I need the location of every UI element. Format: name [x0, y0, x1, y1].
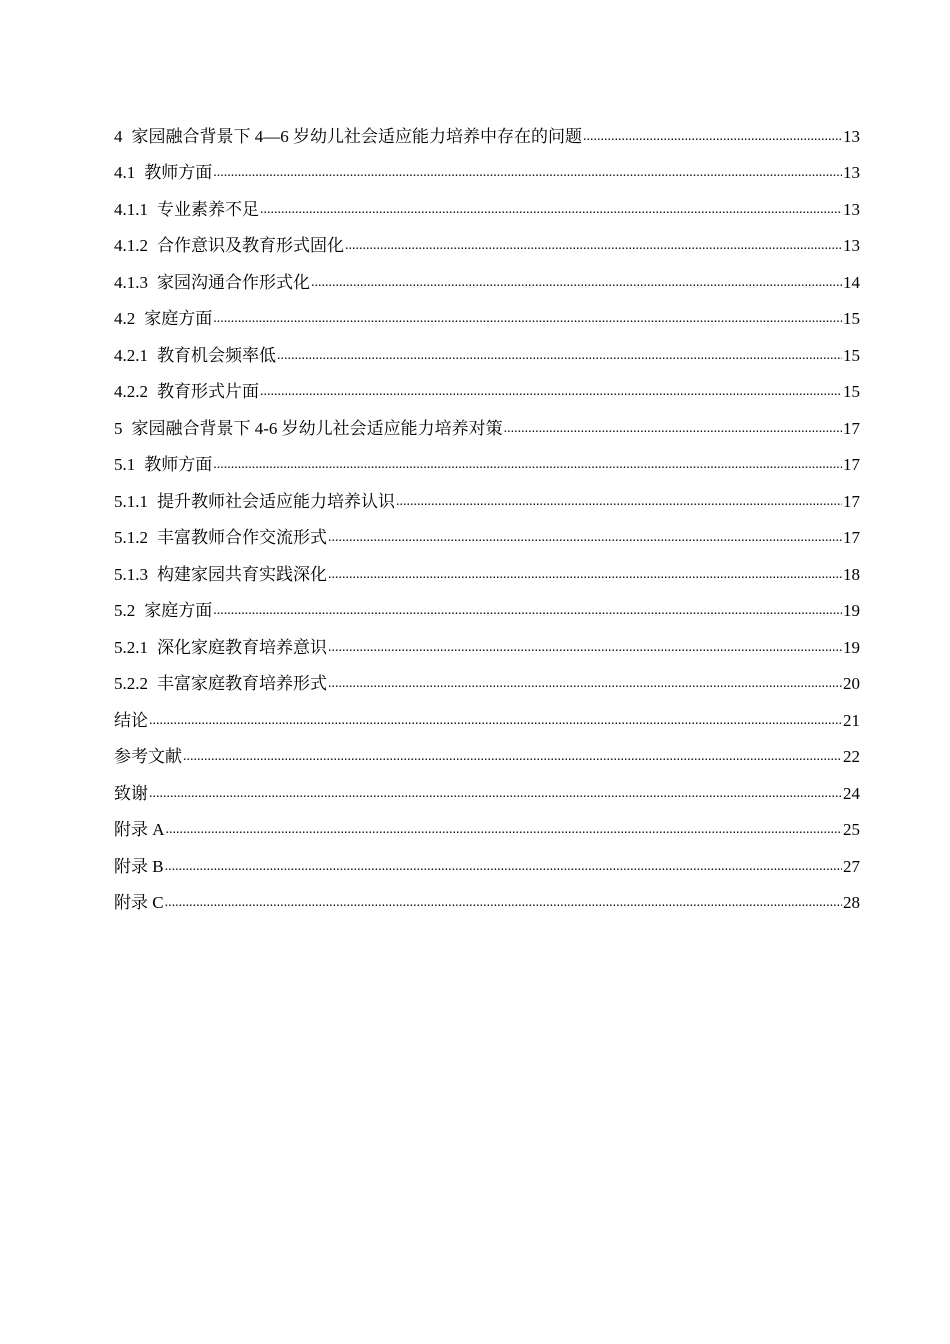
toc-dot-leader	[311, 273, 842, 293]
toc-entry[interactable]	[114, 731, 860, 768]
toc-entry-number: 5.1.2	[114, 528, 148, 547]
toc-entry[interactable]	[114, 220, 860, 257]
toc-entry-number: 5.1.3	[114, 564, 148, 584]
toc-dot-leader	[396, 492, 842, 512]
toc-entry[interactable]	[114, 183, 860, 220]
toc-entry-title: 家园沟通合作形式化	[157, 272, 310, 292]
toc-dot-leader	[328, 674, 842, 694]
toc-entry-page: 13	[843, 236, 860, 255]
toc-entry[interactable]	[114, 585, 860, 622]
toc-entry-title: 附录 C	[114, 893, 164, 912]
toc-entry-title: 家园融合背景下 4—6 岁幼儿社会适应能力培养中存在的问题	[131, 126, 582, 146]
toc-entry-number: 4.1.3	[114, 272, 148, 292]
toc-entry[interactable]	[114, 548, 860, 585]
toc-dot-leader	[165, 893, 842, 913]
toc-entry[interactable]	[114, 512, 860, 549]
toc-entry-label	[114, 346, 276, 366]
table-of-contents	[114, 110, 860, 913]
toc-entry-label	[114, 127, 582, 147]
toc-entry-title: 家园融合背景下 4-6 岁幼儿社会适应能力培养对策	[131, 418, 503, 438]
toc-entry-label	[114, 784, 148, 804]
toc-dot-leader	[213, 163, 842, 183]
toc-entry-label	[114, 601, 212, 621]
toc-dot-leader	[345, 236, 842, 256]
toc-entry-number: 5.1.1	[114, 491, 148, 511]
toc-dot-leader	[583, 127, 842, 147]
toc-entry-label	[114, 273, 310, 293]
toc-entry-label	[114, 200, 259, 220]
toc-dot-leader	[183, 747, 842, 767]
toc-entry-page: 24	[843, 783, 860, 803]
toc-entry-page: 17	[843, 491, 860, 511]
toc-entry-label	[114, 711, 148, 731]
toc-entry-title: 参考文献	[114, 747, 182, 766]
toc-entry[interactable]	[114, 256, 860, 293]
toc-entry[interactable]	[114, 694, 860, 731]
toc-entry-number: 5	[114, 418, 123, 438]
toc-entry[interactable]	[114, 293, 860, 330]
toc-entry-page: 19	[843, 601, 860, 620]
toc-entry-page: 17	[843, 418, 860, 438]
toc-dot-leader	[213, 601, 842, 621]
toc-entry-label	[114, 747, 182, 767]
toc-entry-label	[114, 163, 212, 183]
toc-dot-leader	[213, 309, 842, 329]
toc-dot-leader	[504, 419, 842, 439]
toc-dot-leader	[260, 200, 842, 220]
toc-dot-leader	[149, 784, 842, 804]
toc-entry-label	[114, 565, 327, 585]
toc-entry-number: 5.2	[114, 601, 136, 620]
toc-entry-number: 4	[114, 126, 123, 146]
toc-entry-page: 25	[843, 820, 860, 839]
toc-entry-number: 4.2.2	[114, 382, 148, 401]
toc-entry-number: 4.1.1	[114, 199, 148, 219]
toc-entry-title: 合作意识及教育形式固化	[157, 236, 344, 255]
toc-entry-label	[114, 236, 344, 256]
toc-entry-label	[114, 455, 212, 475]
toc-entry[interactable]	[114, 877, 860, 914]
toc-entry[interactable]	[114, 767, 860, 804]
toc-entry[interactable]	[114, 110, 860, 147]
toc-entry-label	[114, 419, 503, 439]
toc-entry-number: 5.2.2	[114, 674, 148, 693]
toc-entry[interactable]	[114, 475, 860, 512]
toc-entry[interactable]	[114, 621, 860, 658]
toc-entry-label	[114, 528, 327, 548]
toc-entry-label	[114, 820, 165, 840]
toc-entry-label	[114, 674, 327, 694]
toc-entry-title: 结论	[114, 710, 148, 730]
toc-entry-page: 27	[843, 856, 860, 876]
toc-entry-title: 教育机会频率低	[157, 345, 276, 365]
toc-entry-label	[114, 492, 395, 512]
toc-entry-page: 15	[843, 309, 860, 328]
toc-entry-page: 17	[843, 455, 860, 474]
toc-entry-page: 13	[843, 163, 860, 182]
toc-entry-page: 13	[843, 126, 860, 146]
toc-entry[interactable]	[114, 840, 860, 877]
toc-entry-page: 19	[843, 637, 860, 657]
toc-entry-page: 18	[843, 564, 860, 584]
toc-entry[interactable]	[114, 147, 860, 184]
toc-entry-title: 致谢	[114, 783, 148, 803]
toc-entry-page: 14	[843, 272, 860, 292]
toc-entry-title: 附录 B	[114, 856, 164, 876]
toc-dot-leader	[328, 565, 842, 585]
toc-entry-number: 4.1	[114, 163, 136, 182]
toc-entry-number: 5.2.1	[114, 637, 148, 657]
toc-entry-title: 提升教师社会适应能力培养认识	[157, 491, 395, 511]
toc-entry-number: 4.1.2	[114, 236, 148, 255]
toc-entry-title: 教师方面	[144, 163, 213, 182]
toc-dot-leader	[213, 455, 842, 475]
toc-entry-page: 13	[843, 199, 860, 219]
toc-entry-title: 附录 A	[114, 820, 165, 839]
toc-entry-page: 15	[843, 345, 860, 365]
toc-entry-title: 专业素养不足	[157, 199, 259, 219]
toc-entry-label	[114, 893, 164, 913]
toc-entry-label	[114, 638, 327, 658]
toc-entry[interactable]	[114, 439, 860, 476]
toc-dot-leader	[260, 382, 842, 402]
toc-entry-title: 构建家园共育实践深化	[157, 564, 327, 584]
toc-entry[interactable]	[114, 329, 860, 366]
toc-entry-number: 4.2	[114, 309, 136, 328]
toc-entry-page: 22	[843, 747, 860, 766]
toc-entry-page: 20	[843, 674, 860, 693]
toc-entry[interactable]	[114, 366, 860, 403]
toc-entry-page: 17	[843, 528, 860, 547]
toc-dot-leader	[165, 857, 842, 877]
toc-entry-title: 家庭方面	[144, 601, 213, 620]
toc-dot-leader	[328, 528, 842, 548]
toc-entry-label	[114, 857, 164, 877]
toc-entry-page: 15	[843, 382, 860, 401]
toc-entry[interactable]	[114, 804, 860, 841]
toc-entry-page: 28	[843, 893, 860, 912]
toc-entry-number: 5.1	[114, 455, 136, 474]
toc-entry-title: 教育形式片面	[157, 382, 259, 401]
toc-entry-label	[114, 309, 212, 329]
toc-dot-leader	[277, 346, 842, 366]
toc-entry-title: 家庭方面	[144, 309, 213, 328]
toc-entry-number: 4.2.1	[114, 345, 148, 365]
toc-dot-leader	[328, 638, 842, 658]
toc-dot-leader	[166, 820, 842, 840]
toc-entry[interactable]	[114, 402, 860, 439]
toc-entry-label	[114, 382, 259, 402]
toc-entry-title: 丰富家庭教育培养形式	[157, 674, 327, 693]
toc-entry-page: 21	[843, 710, 860, 730]
toc-dot-leader	[149, 711, 842, 731]
toc-entry-title: 深化家庭教育培养意识	[157, 637, 327, 657]
toc-entry-title: 丰富教师合作交流形式	[157, 528, 327, 547]
toc-entry[interactable]	[114, 658, 860, 695]
toc-entry-title: 教师方面	[144, 455, 213, 474]
